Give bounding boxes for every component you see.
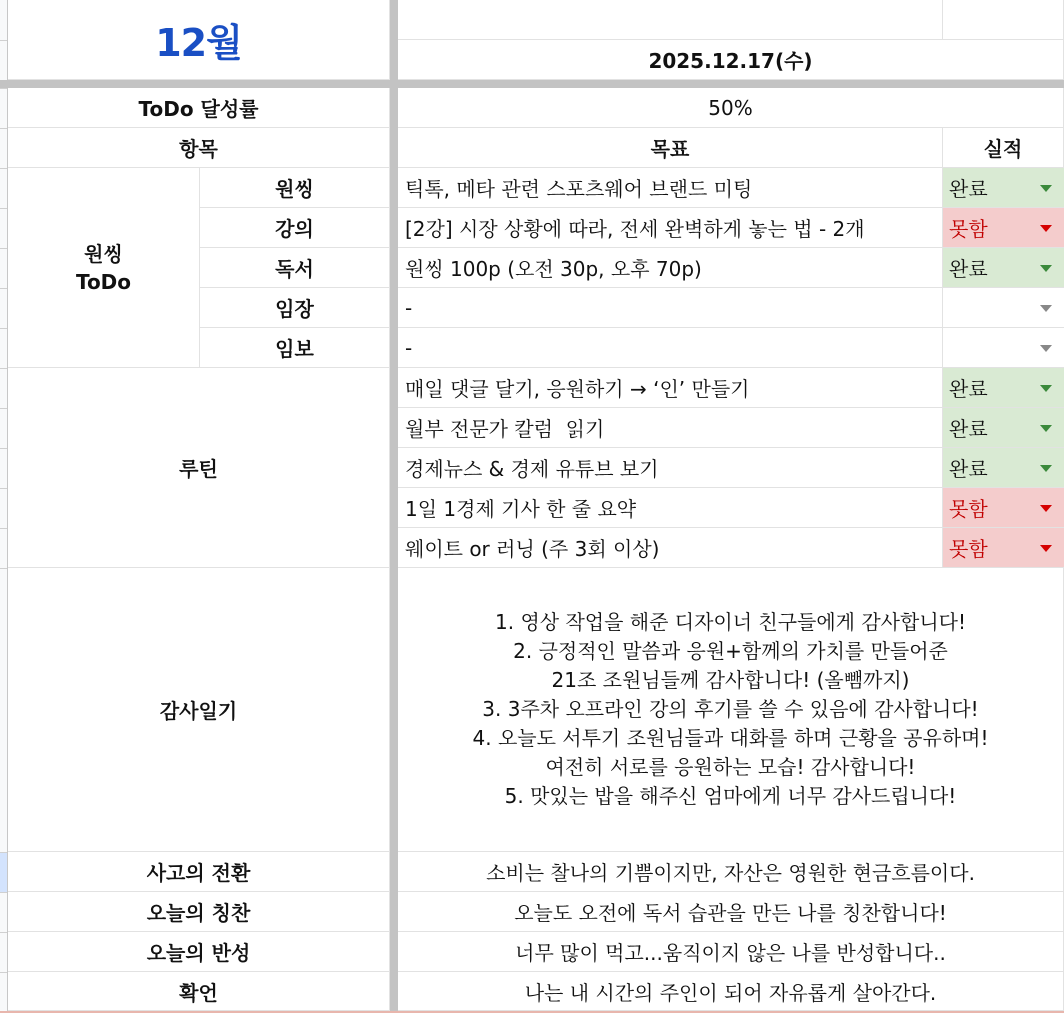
column-header-item-label: 항목 xyxy=(179,137,218,161)
row-divider-overlay xyxy=(0,80,1064,88)
status-value: 못함 xyxy=(949,537,988,561)
gratitude-label: 감사일기 xyxy=(159,699,238,723)
todo-category-label: 강의 xyxy=(275,217,314,241)
reflection-label-cell[interactable] xyxy=(8,972,390,1011)
column-header-item[interactable] xyxy=(8,128,390,168)
dropdown-arrow-icon[interactable] xyxy=(1040,345,1052,352)
status-value: 못함 xyxy=(949,217,988,241)
status-value: 완료 xyxy=(949,257,988,281)
todo-goal-text: [2강] 시장 상황에 따라, 전세 완벽하게 놓는 법 - 2개 xyxy=(405,217,865,241)
status-value: 완료 xyxy=(949,377,988,401)
routine-group-label: 루틴 xyxy=(179,457,218,481)
todo-category-cell[interactable] xyxy=(200,248,390,288)
gratitude-line: 5. 맛있는 밥을 해주신 엄마에게 너무 감사드립니다! xyxy=(504,784,957,808)
todo-goal-cell[interactable] xyxy=(398,248,943,288)
reflection-label: 오늘의 칭찬 xyxy=(146,901,251,925)
reflection-text: 오늘도 오전에 독서 습관을 만든 나를 칭찬합니다! xyxy=(514,901,947,925)
status-dropdown[interactable] xyxy=(943,208,1064,248)
reflection-label: 사고의 전환 xyxy=(146,861,251,885)
month-cell[interactable] xyxy=(8,0,390,80)
dropdown-arrow-icon[interactable] xyxy=(1040,305,1052,312)
date-cell[interactable] xyxy=(398,40,1064,80)
gratitude-line: 1. 영상 작업을 해준 디자이너 친구들에게 감사합니다! xyxy=(495,610,966,634)
dropdown-arrow-icon[interactable] xyxy=(1040,385,1052,392)
dropdown-arrow-icon[interactable] xyxy=(1040,545,1052,552)
routine-group-cell[interactable] xyxy=(8,368,390,568)
routine-goal-cell[interactable] xyxy=(398,408,943,448)
routine-goal-text: 웨이트 or 러닝 (주 3회 이상) xyxy=(405,537,660,561)
column-header-goal[interactable] xyxy=(398,128,943,168)
routine-goal-text: 1일 1경제 기사 한 줄 요약 xyxy=(405,497,637,521)
todo-category-cell[interactable] xyxy=(200,288,390,328)
todo-category-cell[interactable] xyxy=(200,168,390,208)
month-title: 12월 xyxy=(155,21,242,65)
gratitude-line: 여전히 서로를 응원하는 모습! 감사합니다! xyxy=(545,755,916,779)
status-dropdown[interactable] xyxy=(943,368,1064,408)
gratitude-cell[interactable] xyxy=(398,568,1064,852)
status-dropdown[interactable] xyxy=(943,168,1064,208)
header-top-cell-right[interactable] xyxy=(943,0,1064,40)
gratitude-line: 2. 긍정적인 말씀과 응원+함께의 가치를 만들어준 xyxy=(513,639,948,663)
todo-category-cell[interactable] xyxy=(200,208,390,248)
routine-goal-cell[interactable] xyxy=(398,368,943,408)
summary-value-cell[interactable] xyxy=(398,88,1064,128)
reflection-label-cell[interactable] xyxy=(8,932,390,972)
column-header-goal-label: 목표 xyxy=(650,137,690,161)
status-dropdown[interactable] xyxy=(943,248,1064,288)
summary-label-cell[interactable] xyxy=(8,88,390,128)
status-dropdown[interactable] xyxy=(943,488,1064,528)
status-dropdown[interactable] xyxy=(943,328,1064,368)
status-value: 완료 xyxy=(949,417,988,441)
todo-group-label-line1: 원씽 xyxy=(84,241,123,266)
todo-category-label: 임보 xyxy=(275,337,314,361)
reflection-text-cell[interactable] xyxy=(398,972,1064,1011)
reflection-text: 나는 내 시간의 주인이 되어 자유롭게 살아간다. xyxy=(524,980,937,1005)
reflection-text-cell[interactable] xyxy=(398,852,1064,892)
row-header-strip xyxy=(0,0,8,1013)
date-text: 2025.12.17(수) xyxy=(648,49,813,73)
gratitude-line: 4. 오늘도 서투기 조원님들과 대화를 하며 근황을 공유하며! xyxy=(472,726,989,750)
header-top-cell[interactable] xyxy=(398,0,943,40)
status-dropdown[interactable] xyxy=(943,288,1064,328)
dropdown-arrow-icon[interactable] xyxy=(1040,265,1052,272)
column-divider-overlay xyxy=(390,0,398,1013)
reflection-label: 오늘의 반성 xyxy=(146,941,251,965)
reflection-text: 너무 많이 먹고...움직이지 않은 나를 반성합니다.. xyxy=(515,941,946,965)
todo-category-label: 독서 xyxy=(275,257,314,281)
reflection-label-cell[interactable] xyxy=(8,892,390,932)
todo-category-label: 임장 xyxy=(275,297,314,321)
column-header-result[interactable] xyxy=(943,128,1064,168)
reflection-text-cell[interactable] xyxy=(398,932,1064,972)
status-value: 못함 xyxy=(949,497,988,521)
todo-goal-text: 틱톡, 메타 관련 스포츠웨어 브랜드 미팅 xyxy=(405,177,753,201)
todo-category-cell[interactable] xyxy=(200,328,390,368)
gratitude-line: 21조 조원님들께 감사합니다! (올뺌까지) xyxy=(551,668,910,692)
reflection-label: 확언 xyxy=(179,980,218,1005)
todo-goal-cell[interactable] xyxy=(398,208,943,248)
routine-goal-cell[interactable] xyxy=(398,488,943,528)
status-value: 완료 xyxy=(949,457,988,481)
column-header-result-label: 실적 xyxy=(983,137,1023,161)
dropdown-arrow-icon[interactable] xyxy=(1040,465,1052,472)
status-dropdown[interactable] xyxy=(943,408,1064,448)
status-value: 완료 xyxy=(949,177,988,201)
dropdown-arrow-icon[interactable] xyxy=(1040,505,1052,512)
routine-goal-text: 월부 전문가 칼럼 읽기 xyxy=(405,417,605,441)
gratitude-label-cell[interactable] xyxy=(8,568,390,852)
todo-group-cell[interactable] xyxy=(8,168,200,368)
todo-category-label: 원씽 xyxy=(275,177,314,201)
reflection-text: 소비는 찰나의 기쁨이지만, 자산은 영원한 현금흐름이다. xyxy=(486,861,975,885)
dropdown-arrow-icon[interactable] xyxy=(1040,425,1052,432)
routine-goal-text: 경제뉴스 & 경제 유튜브 보기 xyxy=(405,457,659,481)
dropdown-arrow-icon[interactable] xyxy=(1040,185,1052,192)
todo-goal-text: - xyxy=(405,295,413,320)
todo-goal-cell[interactable] xyxy=(398,168,943,208)
todo-goal-text: 원씽 100p (오전 30p, 오후 70p) xyxy=(405,257,702,281)
summary-label: ToDo 달성률 xyxy=(138,97,259,121)
todo-group-label-line2: ToDo xyxy=(75,269,132,294)
routine-goal-cell[interactable] xyxy=(398,528,943,568)
summary-value: 50% xyxy=(708,95,753,120)
dropdown-arrow-icon[interactable] xyxy=(1040,225,1052,232)
reflection-text-cell[interactable] xyxy=(398,892,1064,932)
routine-goal-text: 매일 댓글 달기, 응원하기 → ‘인’ 만들기 xyxy=(405,377,750,401)
reflection-label-cell[interactable] xyxy=(8,852,390,892)
routine-goal-cell[interactable] xyxy=(398,448,943,488)
status-dropdown[interactable] xyxy=(943,448,1064,488)
todo-goal-cell[interactable] xyxy=(398,328,943,368)
todo-goal-text: - xyxy=(405,335,413,360)
gratitude-line: 3. 3주차 오프라인 강의 후기를 쓸 수 있음에 감사합니다! xyxy=(482,697,979,721)
todo-goal-cell[interactable] xyxy=(398,288,943,328)
status-dropdown[interactable] xyxy=(943,528,1064,568)
